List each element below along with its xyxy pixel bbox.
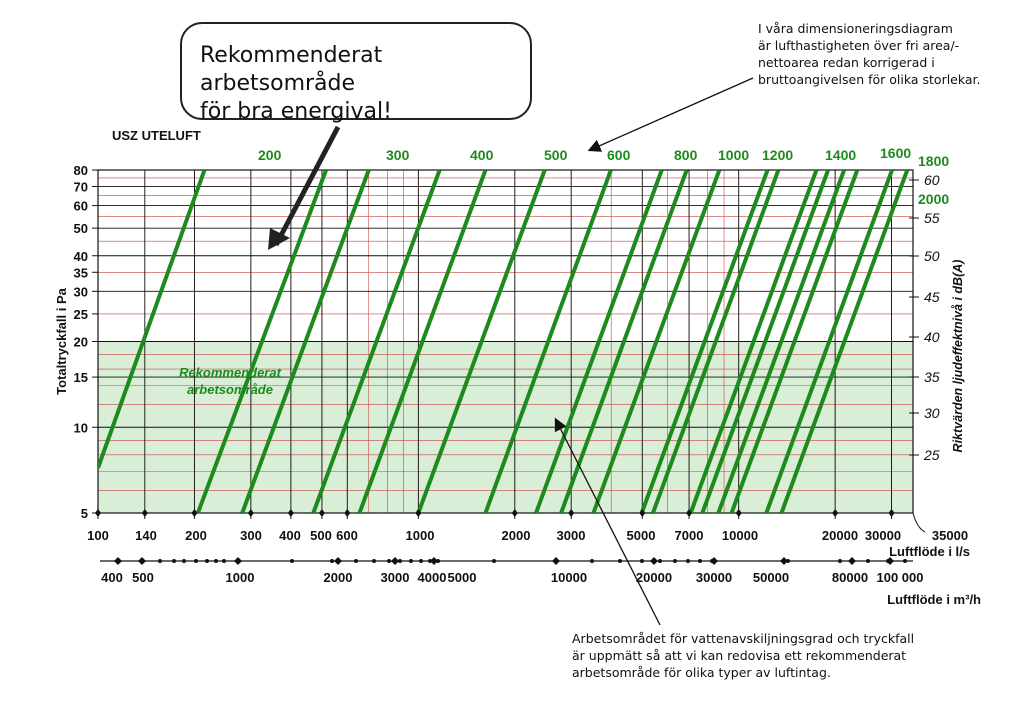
x-tick-label: 35000 [931, 528, 969, 543]
x2-minor-tick [372, 559, 376, 563]
note-top-line: är lufthastigheten över fri area/- [758, 38, 960, 53]
x2-tick-label: 20000 [635, 570, 673, 585]
x-tick-label: 10000 [721, 528, 759, 543]
x2-major-tick [650, 557, 658, 565]
x2-minor-tick [618, 559, 622, 563]
x2-minor-tick [838, 559, 842, 563]
chart-title: USZ UTELUFT [112, 128, 201, 143]
x2-minor-tick [214, 559, 218, 563]
x2-tick-label: 5000 [447, 570, 477, 585]
y2-tick-label: 40 [924, 329, 940, 345]
curve-label-1000: 1000 [718, 147, 750, 163]
curve-label-300: 300 [386, 147, 410, 163]
x2-major-tick [848, 557, 856, 565]
y-tick-label: 80 [73, 163, 88, 178]
x-tick-35000-leader [913, 513, 925, 532]
x2-minor-tick [158, 559, 162, 563]
x-tick-label: 200 [185, 528, 207, 543]
y2-tick-label: 45 [924, 289, 940, 305]
note-top-arrow [590, 78, 753, 150]
area-label-line-1: Rekommenderat [179, 365, 281, 380]
x2-minor-tick [290, 559, 294, 563]
x2-tick-label: 1000 [225, 570, 255, 585]
y2-tick-label: 35 [924, 369, 940, 385]
note-bottom-line: Arbetsområdet för vattenavskiljningsgrad och tryckfall [572, 631, 915, 646]
x-tick-label: 600 [336, 528, 358, 543]
x2-minor-tick [409, 559, 413, 563]
y-tick-label: 70 [73, 179, 88, 195]
x-tick-label: 30000 [864, 528, 902, 543]
y2-axis-label: Riktvärden ljudeffektnivå i dB(A) [951, 259, 965, 453]
note-top-line: bruttoangivelsen för olika storlekar. [758, 72, 981, 87]
x2-minor-tick [590, 559, 594, 563]
x2-minor-tick [686, 559, 690, 563]
x2-minor-tick [172, 559, 176, 563]
callout-arrow [276, 127, 338, 245]
x-tick-label: 300 [240, 528, 262, 543]
x2-major-tick [780, 557, 788, 565]
x2-major-tick [334, 557, 342, 565]
x2-minor-tick [205, 559, 209, 563]
note-bottom-line: arbetsområde för olika typer av luftintag. [572, 665, 831, 680]
x-tick-label: 400 [279, 528, 301, 543]
y-tick-label: 10 [73, 420, 88, 436]
x2-major-tick [391, 557, 399, 565]
x2-tick-label: 3000 [380, 570, 410, 585]
curve-label-200: 200 [258, 147, 282, 163]
x2-major-tick [552, 557, 560, 565]
curve-label-500: 500 [544, 147, 568, 163]
y2-tick-label: 50 [924, 248, 940, 264]
x-tick-label: 5000 [626, 528, 656, 543]
area-label-line-2: arbetsområde [187, 382, 273, 397]
x2-minor-tick [492, 559, 496, 563]
x2-major-tick [234, 557, 242, 565]
curve-label-1600: 1600 [880, 145, 912, 161]
y-tick-label: 50 [73, 221, 88, 237]
curve-label-1800: 1800 [918, 153, 950, 169]
x2-minor-tick [658, 559, 662, 563]
x-tick-label: 7000 [674, 528, 704, 543]
x-tick-label: 140 [135, 528, 157, 543]
x2-axis-label: Luftflöde i m³/h [887, 592, 981, 607]
note-bottom-line: är uppmätt så att vi kan redovisa ett rekommenderat [572, 648, 907, 663]
x2-tick-label: 10000 [550, 570, 588, 585]
x2-minor-tick [182, 559, 186, 563]
callout-line-1: Rekommenderat arbetsområde [200, 43, 383, 96]
x2-minor-tick [387, 559, 391, 563]
curve-label-600: 600 [607, 147, 631, 163]
x2-minor-tick [330, 559, 334, 563]
x2-minor-tick [903, 559, 907, 563]
y-tick-label: 40 [73, 248, 88, 264]
x2-tick-label: 30000 [695, 570, 733, 585]
curve-label-2000: 2000 [918, 191, 950, 207]
y2-tick-label: 60 [924, 172, 940, 188]
x-tick-label: 20000 [821, 528, 859, 543]
curve-label-400: 400 [470, 147, 494, 163]
x2-minor-tick [222, 559, 226, 563]
callout-line-2: för bra energival! [200, 99, 392, 124]
x2-tick-label: 500 [132, 570, 154, 585]
x2-major-tick [710, 557, 718, 565]
y-tick-label: 35 [73, 265, 88, 281]
x-tick-label: 1000 [405, 528, 435, 543]
x2-tick-label: 80000 [831, 570, 869, 585]
x2-tick-label: 400 [101, 570, 123, 585]
x2-minor-tick [698, 559, 702, 563]
y2-tick-label: 55 [924, 210, 940, 226]
x2-tick-label: 2000 [323, 570, 353, 585]
y-tick-label: 5 [80, 506, 88, 521]
curve-label-1400: 1400 [825, 147, 857, 163]
curve-label-1200: 1200 [762, 147, 794, 163]
x-axis-label: Luftflöde i l/s [889, 544, 970, 559]
x2-minor-tick [866, 559, 870, 563]
x2-minor-tick [673, 559, 677, 563]
y2-tick-label: 25 [924, 447, 940, 463]
note-top-line: nettoarea redan korrigerad i [758, 55, 935, 70]
x2-tick-label: 4000 [417, 570, 447, 585]
x-tick-label: 500 [310, 528, 332, 543]
curve-label-800: 800 [674, 147, 698, 163]
y-tick-label: 60 [73, 198, 88, 214]
x2-major-tick [430, 557, 438, 565]
x2-minor-tick [194, 559, 198, 563]
x2-minor-tick [354, 559, 358, 563]
x2-minor-tick [419, 559, 423, 563]
y-axis-label: Totaltryckfall i Pa [54, 288, 69, 395]
x2-tick-label: 50000 [752, 570, 790, 585]
callout-arrow-head [268, 228, 290, 250]
x-tick-label: 3000 [556, 528, 586, 543]
x2-minor-tick [640, 559, 644, 563]
y-tick-label: 25 [73, 306, 88, 322]
y-tick-label: 30 [73, 284, 88, 300]
y-tick-label: 15 [73, 370, 88, 386]
note-top-line: I våra dimensioneringsdiagram [758, 21, 953, 36]
y2-tick-label: 30 [924, 405, 940, 421]
x2-major-tick [114, 557, 122, 565]
x2-major-tick [138, 557, 146, 565]
y-tick-label: 20 [73, 334, 88, 350]
x2-tick-label: 100 000 [876, 570, 924, 585]
x-tick-label: 100 [87, 528, 109, 543]
x-tick-label: 2000 [501, 528, 531, 543]
